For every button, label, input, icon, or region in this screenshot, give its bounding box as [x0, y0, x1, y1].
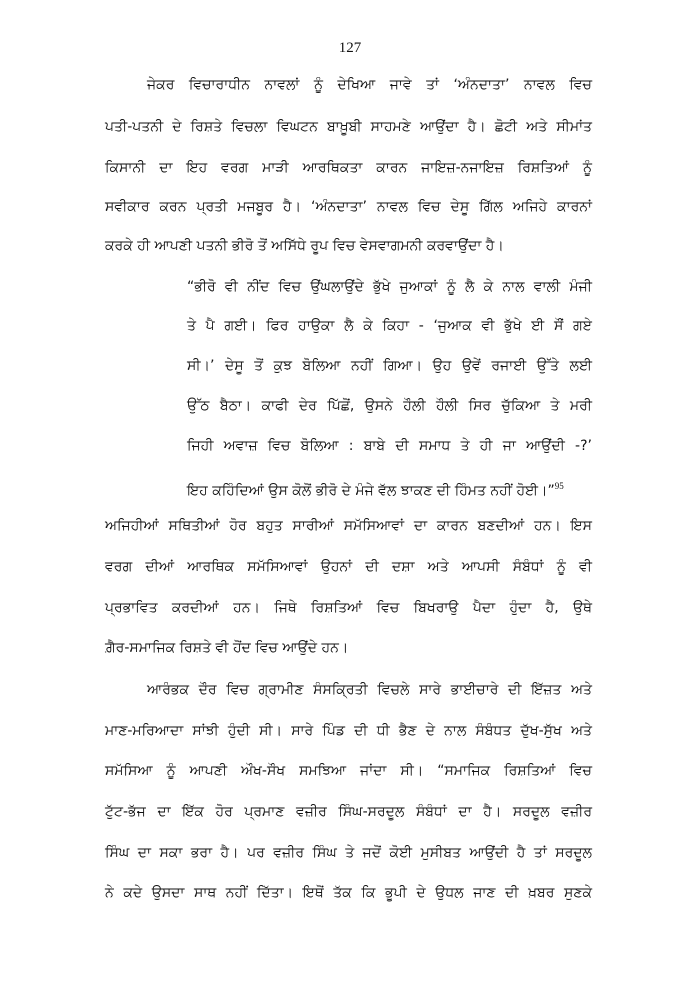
quote-line: ਤੇ ਪੈ ਗਈ। ਫਿਰ ਹਾਉਕਾ ਲੈ ਕੇ ਕਿਹਾ - ‘ਜੁਆਕ ਵੀ ਭੁੱਖੇ ਈ ਸੌਂ ਗਏ	[187, 318, 592, 334]
text-line: ਸਮੱਸਿਆ ਨੂੰ ਆਪਣੀ ਔਖ-ਸੌਖ ਸਮਝਿਆ ਜਾਂਦਾ ਸੀ। “ਸਮਾਜਿਕ ਰਿਸ਼ਤਿਆਂ ਵਿਚ	[105, 763, 592, 779]
text-line: ਅਜਿਹੀਆਂ ਸਥਿਤੀਆਂ ਹੋਰ ਬਹੁਤ ਸਾਰੀਆਂ ਸਮੱਸਿਆਵਾਂ ਦਾ ਕਾਰਨ ਬਣਦੀਆਂ ਹਨ। ਇਸ	[105, 518, 592, 534]
quote-line: ਸੀ।’ ਦੇਸੂ ਤੋਂ ਕੁਝ ਬੋਲਿਆ ਨਹੀਂ ਗਿਆ। ਉਹ ਉਵੇਂ ਰਜਾਈ ਉੱਤੇ ਲਈ	[187, 358, 592, 374]
text-line: ਕਿਸਾਨੀ ਦਾ ਇਹ ਵਰਗ ਮਾੜੀ ਆਰਥਿਕਤਾ ਕਾਰਨ ਜਾਇਜ਼-ਨਜਾਇਜ਼ ਰਿਸ਼ਤਿਆਂ ਨੂੰ	[105, 160, 592, 176]
text-line: ਵਰਗ ਦੀਆਂ ਆਰਥਿਕ ਸਮੱਸਿਆਵਾਂ ਉਹਨਾਂ ਦੀ ਦਸ਼ਾ ਅਤੇ ਆਪਸੀ ਸੰਬੰਧਾਂ ਨੂੰ ਵੀ	[105, 559, 592, 575]
quote-line: ਉੱਠ ਬੈਠਾ। ਕਾਫੀ ਦੇਰ ਪਿੱਛੋਂ, ਉਸਨੇ ਹੌਲੀ ਹੌਲੀ ਸਿਰ ਚੁੱਕਿਆ ਤੇ ਮਰੀ	[187, 398, 592, 414]
text-line: ਪ੍ਰਭਾਵਿਤ ਕਰਦੀਆਂ ਹਨ। ਜਿਥੇ ਰਿਸ਼ਤਿਆਂ ਵਿਚ ਬਿਖਰਾਉ ਪੈਦਾ ਹੁੰਦਾ ਹੈ, ਉਥੇ	[105, 600, 592, 616]
text-line: ਆਰੰਭਕ ਦੌਰ ਵਿਚ ਗ੍ਰਾਮੀਣ ਸੰਸਕ੍ਰਿਤੀ ਵਿਚਲੇ ਸਾਰੇ ਭਾਈਚਾਰੇ ਦੀ ਇੱਜ਼ਤ ਅਤੇ	[147, 682, 592, 698]
text-line: ਗ਼ੈਰ-ਸਮਾਜਿਕ ਰਿਸ਼ਤੇ ਵੀ ਹੋਂਦ ਵਿਚ ਆਉਂਦੇ ਹਨ।	[105, 640, 349, 656]
quote-line-last	[187, 476, 592, 501]
text-line: ਕਰਕੇ ਹੀ ਆਪਣੀ ਪਤਨੀ ਭੀਰੋ ਤੋਂ ਅਸਿੱਧੇ ਰੂਪ ਵਿਚ ਵੇਸਵਾਗਮਨੀ ਕਰਵਾਉਂਦਾ ਹੈ।	[105, 238, 504, 254]
text-line: ਨੇ ਕਦੇ ਉਸਦਾ ਸਾਥ ਨਹੀਂ ਦਿੱਤਾ। ਇਥੋਂ ਤੱਕ ਕਿ ਭੂਪੀ ਦੇ ਉਧਲ ਜਾਣ ਦੀ ਖ਼ਬਰ ਸੁਣਕੇ	[105, 885, 592, 901]
quote-line: “ਭੀਰੋ ਵੀ ਨੀਂਦ ਵਿਚ ਉਂਘਲਾਉਂਦੇ ਭੁੱਖੇ ਜੁਆਕਾਂ ਨੂੰ ਲੈ ਕੇ ਨਾਲ ਵਾਲੀ ਮੰਜੀ	[187, 279, 592, 295]
text-line: ਜੇਕਰ ਵਿਚਾਰਾਧੀਨ ਨਾਵਲਾਂ ਨੂੰ ਦੇਖਿਆ ਜਾਵੇ ਤਾਂ ‘ਅੰਨਦਾਤਾ’ ਨਾਵਲ ਵਿਚ	[147, 77, 592, 93]
text-line: ਸਿੰਘ ਦਾ ਸਕਾ ਭਰਾ ਹੈ। ਪਰ ਵਜ਼ੀਰ ਸਿੰਘ ਤੇ ਜਦੋਂ ਕੋਈ ਮੁਸੀਬਤ ਆਉਂਦੀ ਹੈ ਤਾਂ ਸਰਦੂਲ	[105, 845, 592, 861]
footnote-marker: 95	[554, 481, 564, 491]
quote-line: ਜਿਹੀ ਅਵਾਜ਼ ਵਿਚ ਬੋਲਿਆ : ਬਾਬੇ ਦੀ ਸਮਾਧ ਤੇ ਹੀ ਜਾ ਆਉਂਦੀ -?’	[187, 438, 592, 454]
text-line: ਟੁੱਟ-ਭੱਜ ਦਾ ਇੱਕ ਹੋਰ ਪ੍ਰਮਾਣ ਵਜ਼ੀਰ ਸਿੰਘ-ਸਰਦੂਲ ਸੰਬੰਧਾਂ ਦਾ ਹੈ। ਸਰਦੂਲ ਵਜ਼ੀਰ	[105, 804, 592, 820]
text-line: ਪਤੀ-ਪਤਨੀ ਦੇ ਰਿਸ਼ਤੇ ਵਿਚਲਾ ਵਿਘਟਨ ਬਾਖ਼ੂਬੀ ਸਾਹਮਣੇ ਆਉਂਦਾ ਹੈ। ਛੋਟੀ ਅਤੇ ਸੀਮਾਂਤ	[105, 119, 592, 135]
quote-text: ਇਹ ਕਹਿੰਦਿਆਂ ਉਸ ਕੋਲੋਂ ਭੀਰੋ ਦੇ ਮੰਜੇ ਵੱਲ ਝਾਕਣ ਦੀ ਹਿੰਮਤ ਨਹੀਂ ਹੋਈ।”	[187, 483, 555, 499]
page-number: 127	[338, 40, 362, 56]
text-line: ਮਾਣ-ਮਰਿਆਦਾ ਸਾਂਝੀ ਹੁੰਦੀ ਸੀ। ਸਾਰੇ ਪਿੰਡ ਦੀ ਧੀ ਭੈਣ ਦੇ ਨਾਲ ਸੰਬੰਧਤ ਦੁੱਖ-ਸੁੱਖ ਅਤੇ	[105, 723, 592, 739]
text-line: ਸਵੀਕਾਰ ਕਰਨ ਪ੍ਰਤੀ ਮਜਬੂਰ ਹੈ। ‘ਅੰਨਦਾਤਾ’ ਨਾਵਲ ਵਿਚ ਦੇਸੂ ਗਿੱਲ ਅਜਿਹੇ ਕਾਰਨਾਂ	[105, 199, 592, 215]
